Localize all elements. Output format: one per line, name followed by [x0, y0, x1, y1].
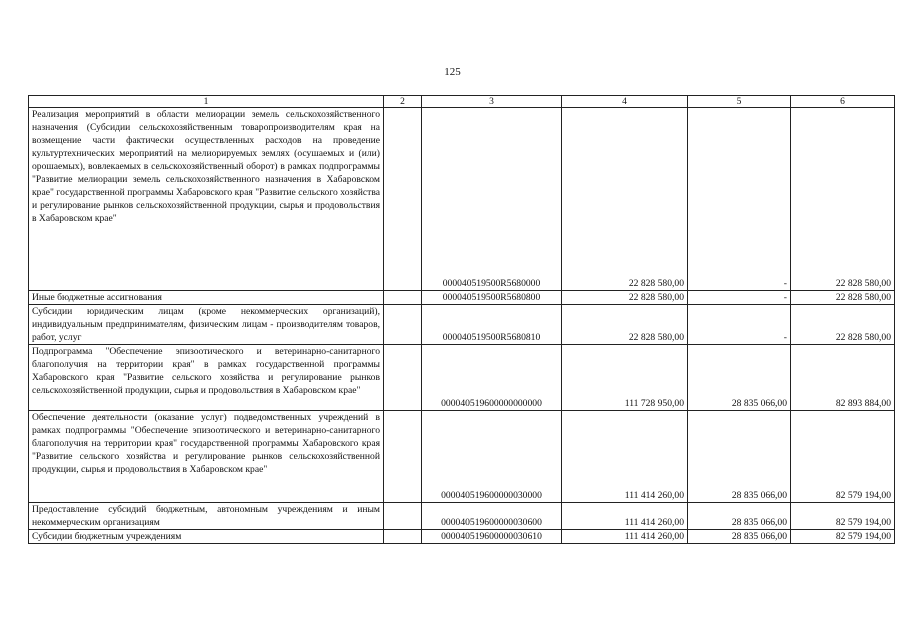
row-col2	[384, 411, 422, 503]
table-row	[29, 305, 895, 345]
row-code: 000040519600000030610	[422, 530, 562, 544]
row-col2	[384, 503, 422, 530]
row-code: 000040519600000000000	[422, 345, 562, 411]
row-code: 000040519500R5680800	[422, 291, 562, 305]
row-col5: -	[688, 305, 791, 345]
row-total: 111 414 260,00	[562, 530, 688, 544]
row-col2	[384, 305, 422, 345]
row-name: Обеспечение деятельности (оказание услуг) подведомственных учреждений в рамках подпрограммы "Обеспечение эпизоотического и ветеринарно-санитарного благополучия на территории края" государственной программы Хабаровского края "Развитие сельского хозяйства и регулирование рынков сельскохозяйственной продукции, сырья и продовольствия в Хабаровском крае"	[29, 411, 384, 503]
row-col2	[384, 530, 422, 544]
table-row	[29, 108, 895, 291]
header-cell: 2	[384, 96, 422, 108]
row-code: 000040519600000030000	[422, 411, 562, 503]
row-col5: 28 835 066,00	[688, 345, 791, 411]
row-col5: 28 835 066,00	[688, 411, 791, 503]
row-col6: 22 828 580,00	[791, 291, 895, 305]
table-header-row	[29, 96, 895, 108]
row-code: 000040519600000030600	[422, 503, 562, 530]
budget-table	[28, 95, 895, 544]
row-name: Подпрограмма "Обеспечение эпизоотического и ветеринарно-санитарного благополучия на территории края" в рамках государственной программы Хабаровского края "Развитие сельского хозяйства и регулирование рынков сельскохозяйственной продукции, сырья и продовольствия в Хабаровском крае"	[29, 345, 384, 411]
row-col5: -	[688, 108, 791, 291]
row-name: Субсидии юридическим лицам (кроме некоммерческих организаций), индивидуальным предпринимателям, физическим лицам - производителям товаров, работ, услуг	[29, 305, 384, 345]
row-col2	[384, 291, 422, 305]
row-name: Предоставление субсидий бюджетным, автономным учреждениям и иным некоммерческим организациям	[29, 503, 384, 530]
row-col6: 82 893 884,00	[791, 345, 895, 411]
row-name: Субсидии бюджетным учреждениям	[29, 530, 384, 544]
table-row	[29, 411, 895, 503]
header-cell: 5	[688, 96, 791, 108]
row-col5: 28 835 066,00	[688, 530, 791, 544]
row-total: 111 414 260,00	[562, 411, 688, 503]
row-col6: 22 828 580,00	[791, 108, 895, 291]
header-cell: 6	[791, 96, 895, 108]
row-col6: 82 579 194,00	[791, 503, 895, 530]
row-col5: 28 835 066,00	[688, 503, 791, 530]
row-col6: 22 828 580,00	[791, 305, 895, 345]
row-total: 22 828 580,00	[562, 291, 688, 305]
header-cell: 1	[29, 96, 384, 108]
page-number: 125	[444, 66, 461, 78]
row-col2	[384, 108, 422, 291]
row-total: 111 728 950,00	[562, 345, 688, 411]
row-total: 111 414 260,00	[562, 503, 688, 530]
header-cell: 3	[422, 96, 562, 108]
header-cell: 4	[562, 96, 688, 108]
row-total: 22 828 580,00	[562, 305, 688, 345]
table-row	[29, 503, 895, 530]
row-col2	[384, 345, 422, 411]
table-row	[29, 530, 895, 544]
row-col6: 82 579 194,00	[791, 411, 895, 503]
row-col5: -	[688, 291, 791, 305]
row-total: 22 828 580,00	[562, 108, 688, 291]
table-row	[29, 345, 895, 411]
row-name: Иные бюджетные ассигнования	[29, 291, 384, 305]
row-col6: 82 579 194,00	[791, 530, 895, 544]
row-code: 000040519500R5680810	[422, 305, 562, 345]
row-name: Реализация мероприятий в области мелиорации земель сельскохозяйственного назначения (Субсидии сельскохозяйственным товаропроизводителям края на возмещение части фактически осуществленных расходов на проведение культуртехнических мероприятий на мелиорируемых землях (осушаемых и (или) орошаемых), вовлекаемых в сельскохозяйственный оборот) в рамках подпрограммы "Развитие мелиорации земель сельскохозяйственного назначения в Хабаровском крае" государственной программы Хабаровского края "Развитие сельского хозяйства и регулирование рынков сельскохозяйственной продукции, сырья и продовольствия в Хабаровском крае"	[29, 108, 384, 291]
row-code: 000040519500R5680000	[422, 108, 562, 291]
table-row	[29, 291, 895, 305]
